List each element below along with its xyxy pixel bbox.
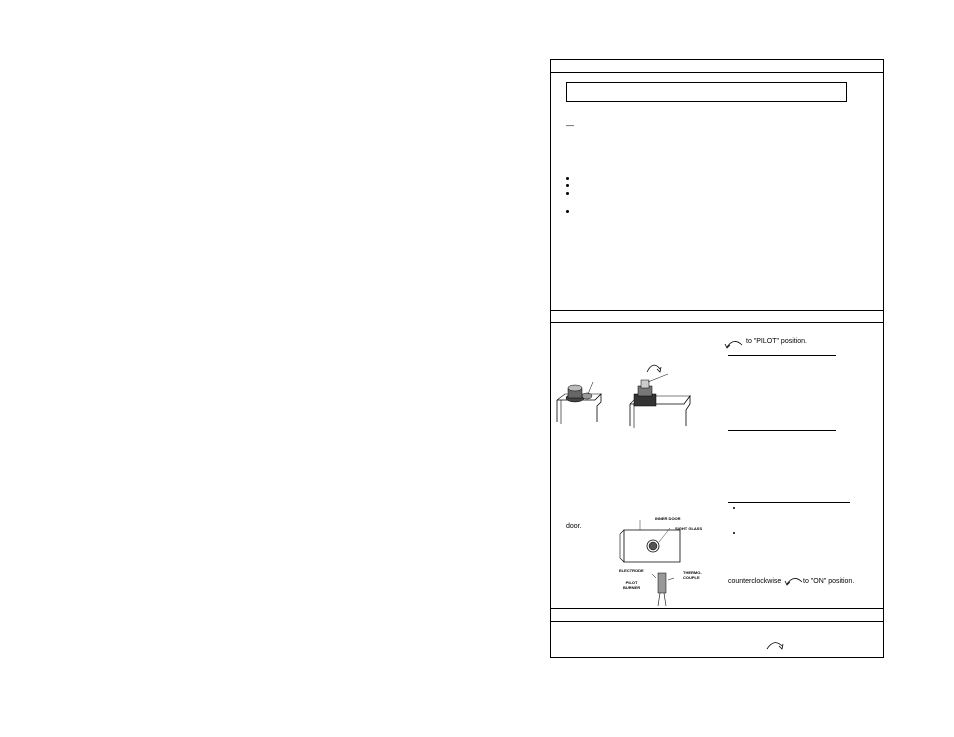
on-position-suffix: to "ON" position. [803, 578, 855, 585]
section-divider-top [550, 310, 884, 311]
pilot-position-text: to "PILOT" position. [746, 338, 807, 345]
warning-title-box [566, 82, 847, 102]
section-divider-bottom [550, 608, 884, 609]
on-position-prefix: counterclockwise [728, 578, 782, 585]
gas-control-knob-illustration [628, 378, 692, 430]
door-text: door. [566, 523, 582, 530]
bullet-2 [566, 184, 569, 187]
section-divider-bottom-2 [550, 621, 884, 622]
pilot-burner-label: PILOT BURNER [623, 580, 641, 590]
small-mark: — [566, 121, 574, 130]
curved-arrow-counterclockwise-icon [724, 337, 744, 349]
header-divider [550, 72, 884, 73]
right-rule-2 [728, 430, 836, 431]
bullet-3 [566, 192, 569, 195]
inner-door-label: INNER DOOR [655, 516, 681, 521]
sight-glass-label: SIGHT GLASS [675, 526, 703, 531]
curved-arrow-counterclockwise-icon [784, 574, 804, 586]
right-rule-3 [728, 502, 850, 503]
right-rule-1 [728, 355, 836, 356]
curved-arrow-clockwise-icon [765, 638, 785, 650]
electrode-label: ELECTRODE [619, 568, 644, 573]
section-divider-top-2 [550, 322, 884, 323]
bullet-4 [566, 210, 569, 213]
gas-control-valve-illustration [555, 380, 605, 430]
bullet-1 [566, 177, 569, 180]
thermocouple-label: THERMO- COUPLE [683, 570, 702, 580]
inner-door-pilot-illustration [618, 518, 698, 608]
bottom-right-rule [785, 657, 857, 658]
right-bullet-2 [733, 532, 735, 534]
curved-arrow-clockwise-icon [645, 360, 663, 374]
right-bullet-1 [733, 507, 735, 509]
instruction-panel-frame [550, 59, 884, 658]
